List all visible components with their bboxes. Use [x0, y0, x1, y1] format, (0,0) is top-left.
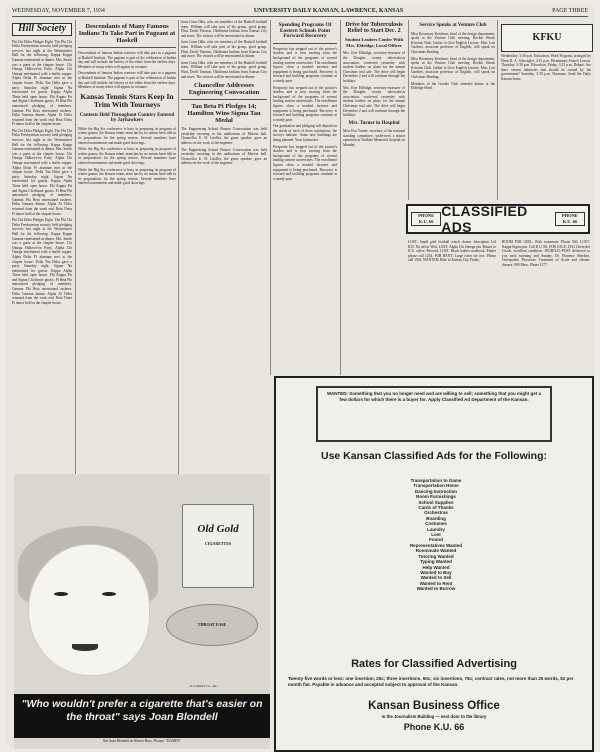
- phone-box-left: [411, 212, 441, 226]
- headline-spending-programs: Spending Programs Of Eastern Schools Point Forward Recovery: [278, 22, 332, 40]
- article-venture-club: Miss Rosemary Ketchum, head of the design department, spoke at the Venture Club meeting. Rocker Heads Kiwanis Club. Gather to Give English Lecture. Miss Lois Gardner, associate professor of English, will speak on Christmas Reading.: [411, 31, 495, 54]
- hill-society-body-repeat-2: Phi Chi Delta Pledges Eight. The Phi Chi Delta Presbyterian sorority held pledging services last night at the Westminster Hall for the following. Kappa Kappa Gamma entertained at dinner. Mrs. Smith was a guest at the chapter house. Chi Omega Hallowe'en Party. Alpha Chi Omega entertained with a buffet supper. Alpha Delta Pi alumnae met at the chapter house. Delta Tau Delta gave a party Saturday night. Sigma Nu entertained for guests. Kappa Alpha Theta held open house. Phi Kappa Psi and Sigma Chi dinner guests. Pi Beta Phi announced pledging of members. Gamma Phi Beta entertained rushees. Delta Gamma dinner. Alpha Xi Delta returned from the week end. Beta Theta Pi dance held at the chapter house.: [12, 218, 72, 305]
- article-tuberculosis: Mrs. Erie Eldridge, secretary-treasurer of the Douglas county tuberculosis association, conferred yesterday with student leaders on plans for the annual Christmas seal sale. The drive will begin December 2 and will continue through the holidays.: [343, 51, 405, 83]
- article-haskell-cont-2: from Coun Okla. who are members of the Haskell football team. William will take part of his group, good group, Flint, Dorth Thomas, Oklahoma Indians from Kansas City and more. The visitors will be entertained at dinner.: [181, 40, 267, 59]
- headline-tuberculosis: Drive for Tuberculosis Relief to Start Dec. 2: [345, 22, 403, 34]
- article-venture-club-cont: Miss Rosemary Ketchum, head of the design department, spoke at the Venture Club meeting. Rocker Heads Kiwanis Club. Gather to Give English Lecture. Miss Lois Gardner, associate professor of English, will speak on Christmas Reading.: [411, 56, 495, 79]
- headline-rule: [181, 99, 267, 100]
- column-tuberculosis: [343, 20, 405, 370]
- article-spending: Prosperity has stepped out of the picture's shadow and is now moving from the background of the programs of several leading eastern universities. The enrollment figures show a marked increase and equipment is being purchased. Recovery is forward and building programs continue at a steady pace.: [273, 46, 337, 83]
- article-tennis-cont: While the Big Six conference is busy in preparing its program of winter games, the Kansas tennis team has by no means been idle in its preparations for the spring season. Several members have entered tournaments and made good showings.: [78, 147, 176, 165]
- classified-left-column: [408, 240, 496, 370]
- use-ads-title: Use Kansan Classified Ads for the Following:: [321, 450, 547, 462]
- classified-right-text: ROOM FOR GIRL: With roommate. Phone 560. LOST: Kappa Sigma pin. Call K.U. 66. FOR SALE: 1931 Chevrolet Coach, excellent condition. JOURNAL-POST delivered to you each morning and Sunday. Dr. Florence Sherbon, Osteopathic Physician. Treatment of Acute and chronic disease. 909 Mass. Phone 1577.: [502, 240, 590, 267]
- article-goodie-club: Members of the Goodie Club attended dinner at the Eldridge Hotel.: [411, 81, 495, 91]
- pack-brand: Old Gold: [197, 523, 239, 535]
- article-convocation: The Engineering School Honors Convocation was held yesterday morning in the auditorium of Marvin hall. Chancellor E. H. Lindley, the guest speaker, gave an address on the work of the engineer.: [181, 127, 267, 145]
- use-ads-list: Transportation to Game Transportation Home Dancing Instruction Room Furnishings School Supplies Cards of Thanks Orchestras Boarding Costumes Laundry Lost Found Representatives Wanted Roommate Wanted Tutoring Wanted Typing Wanted Help Wanted Wanted to Buy Wanted to Sell Wanted to Rent Wanted to Borrow: [409, 478, 463, 592]
- headline-tennis: Kansas Tennis Stars Keep In Trim With Tourneys: [80, 91, 174, 110]
- headline-tau-beta-pi: Tau Beta Pi Pledges 14; Hamilton Wins Sigma Tau Medal: [187, 103, 261, 125]
- business-office-title: Kansan Business Office: [368, 700, 500, 712]
- business-office-location: in the Journalism Building — next door to the library: [381, 714, 487, 719]
- column-divider: [178, 20, 179, 475]
- business-office: [286, 700, 582, 732]
- column-divider: [75, 20, 76, 475]
- article-spending-cont: Prosperity has stepped out of the picture's shadow and is now moving from the background of the programs of several leading eastern universities. The enrollment figures show a marked increase and equipment is being purchased. Recovery is forward and building programs continue at a steady pace.: [273, 85, 337, 122]
- column-engineering: [181, 20, 267, 470]
- subhead-tennis: Contests Held Throughout Country Entered by Jayhawkers: [79, 112, 175, 124]
- pack-subtitle: CIGARETTES: [204, 541, 232, 546]
- rates-title: Rates for Classified Advertising: [351, 658, 517, 670]
- headline-venture-club: Service Speaks at Venture Club: [419, 23, 487, 28]
- article-tennis-cont-2: While the Big Six conference is busy in preparing its program of winter games, the Kansas tennis team has by no means been idle in its preparations for the spring season. Several members have entered tournaments and made good showings.: [78, 167, 176, 186]
- classified-right-column: [502, 240, 590, 370]
- kfku-body: Wednesday. 3:30 p.m. Education. Work Program, arranged by Dean R. A. Schwegler. 4:15 p.m. Elementary French Lesson. Thursday. 3:30 p.m. Education. Friday. 3:15 p.m. Debate. Are there certain industries that should be owned by the government? Saturday. 3:30 p.m. Harmony. Send the Daily Kansan home.: [501, 54, 591, 81]
- headline-chancellor: Chancellor Addresses Engineering Convocation: [188, 82, 260, 97]
- classified-left-text: LOST: Small gold football watch charm. Inscription Lid R.D. No ad for Wed. LOST: Alpha Chi Omega pin. Return to K.U. office. Reward. LOST: Black leather notebook. Finder please call 1234. FOR RENT: Large room for two. Please call 1504. WANTED: Ride to Kansas City Friday.: [408, 240, 496, 263]
- column-divider: [270, 20, 271, 375]
- phone-label-left: PHONE: [418, 213, 435, 218]
- portrait-mouth: [72, 644, 98, 651]
- masthead-date: WEDNESDAY, NOVEMBER 7, 1934: [12, 8, 105, 14]
- classified-ads-header: [406, 204, 590, 234]
- article-spending-cont-3: Prosperity has stepped out of the picture's shadow and is now moving from the background of the programs of several leading eastern universities. The enrollment figures show a marked increase and equipment is being purchased. Recovery is forward and building programs continue at a steady pace.: [273, 144, 337, 181]
- column-spending-programs: [273, 20, 337, 370]
- cigarette-pack: [182, 504, 254, 588]
- masthead-paper: UNIVERSITY DAILY KANSAN, LAWRENCE, KANSAS: [253, 8, 404, 14]
- kfku-box: KFKU: [501, 24, 593, 52]
- headline-rule: [78, 47, 176, 48]
- ad-credit: See Joan Blondell in Warner Bros. Picture, "DAMES": [103, 739, 181, 743]
- phone-number-right: K.U. 66: [562, 219, 578, 224]
- column-venture-club: [411, 20, 495, 200]
- classified-ads-title: CLASSIFIED ADS: [441, 203, 528, 235]
- article-tuberculosis-cont: Mrs. Erie Eldridge, secretary-treasurer of the Douglas county tuberculosis association, conferred yesterday with student leaders on plans for the annual Christmas seal sale. The drive will begin December 2 and will continue through the holidays.: [343, 85, 405, 118]
- phone-label-right: PHONE: [561, 213, 578, 218]
- headline-turner: Mrs. Turner in Hospital: [348, 120, 400, 126]
- phone-box-right: [555, 212, 585, 226]
- portrait-eye-right: [102, 592, 116, 596]
- column-divider: [497, 20, 498, 200]
- hill-society-body-repeat: Phi Chi Delta Pledges Eight. The Phi Chi Delta Presbyterian sorority held pledging services last night at the Westminster Hall for the following. Kappa Kappa Gamma entertained at dinner. Mrs. Smith was a guest at the chapter house. Chi Omega Hallowe'en Party. Alpha Chi Omega entertained with a buffet supper. Alpha Delta Pi alumnae met at the chapter house. Delta Tau Delta gave a party Saturday night. Sigma Nu entertained for guests. Kappa Alpha Theta held open house. Phi Kappa Psi and Sigma Chi dinner guests. Pi Beta Phi announced pledging of members. Gamma Phi Beta entertained rushees. Delta Gamma dinner. Alpha Xi Delta returned from the week end. Beta Theta Pi dance held at the chapter house.: [12, 128, 72, 216]
- throat-ease-badge: THROAT EASE: [166, 604, 258, 646]
- article-turner: Miss Eva Turner, secretary of the national standing committee, underwent a minor operation at Watkins Memorial hospital on Monday.: [343, 129, 405, 148]
- phone-number-left: K.U. 66: [418, 219, 434, 224]
- kfku-schedule: [501, 54, 591, 199]
- subhead-tuberculosis: Student Leaders Confer With Mrs. Eldridge, Local Officer: [344, 37, 404, 48]
- column-hill-society: [12, 20, 72, 475]
- hill-society-body: Phi Chi Delta Pledges Eight. The Phi Chi Delta Presbyterian sorority held pledging services last night at the Westminster Hall for the following. Kappa Kappa Gamma entertained at dinner. Mrs. Smith was a guest at the chapter house. Chi Omega Hallowe'en Party. Alpha Chi Omega entertained with a buffet supper. Alpha Delta Pi alumnae met at the chapter house. Delta Tau Delta gave a party Saturday night. Sigma Nu entertained for guests. Kappa Alpha Theta held open house. Phi Kappa Psi and Sigma Chi dinner guests. Pi Beta Phi announced pledging of members. Gamma Phi Beta entertained rushees. Delta Gamma dinner. Alpha Xi Delta returned from the week end. Beta Theta Pi dance held at the chapter house.: [12, 39, 72, 127]
- article-haskell-cont: from Coun Okla. who are members of the Haskell football team. William will take part of his group, good group, Flint, Dorth Thomas, Oklahoma Indians from Kansas City and more. The visitors will be entertained at dinner.: [181, 20, 267, 38]
- newspaper-page: [6, 4, 594, 747]
- rates-text: Twenty-five words or less: one insertion, 25c; three insertions, 50c; six insertions, 75c; contract rates, not more than 25 words, $2 per month flat. Payable in advance and accepted subject to approval of the Kansan.: [288, 676, 574, 687]
- article-indian-pageant-cont: Descendants of famous Indian warriors will take part in a pageant at Haskell Institute. The pageant is part of the celebration of Indian day and will include the history of the tribes from the earliest days. Members of many tribes will appear in costume.: [78, 71, 176, 90]
- hill-society-title: Hill Society: [12, 23, 72, 36]
- business-office-phone: Phone K.U. 66: [403, 722, 465, 732]
- portrait-eye-left: [54, 592, 68, 596]
- headline-indian-pageant: Descendants of Many Famous Indians To Take Part in Pageant at Haskell: [78, 23, 176, 44]
- old-gold-advertisement: [14, 474, 270, 749]
- masthead: [12, 6, 588, 17]
- ad-copyright: P. Lorillard Co., Inc.: [190, 684, 218, 688]
- article-indian-pageant: Descendants of famous Indian warriors will take part in a pageant at Haskell Institute. The pageant is part of the celebration of Indian day and will include the history of the tribes from the earliest days. Members of many tribes will appear in costume.: [78, 51, 176, 69]
- article-tennis: While the Big Six conference is busy in preparing its program of winter games, the Kansas tennis team has by no means been idle in its preparations for the spring season. Several members have entered tournaments and made good showings.: [78, 126, 176, 145]
- portrait-face: [28, 544, 150, 676]
- masthead-page: PAGE THREE: [552, 8, 588, 14]
- article-convocation-cont: The Engineering School Honors Convocation was held yesterday morning in the auditorium of Marvin hall. Chancellor E. H. Lindley, the guest speaker, gave an address on the work of the engineer.: [181, 147, 267, 166]
- headline-rule: [273, 43, 337, 44]
- column-indian-pageant: [78, 20, 176, 470]
- wanted-notice: WANTED: Something that you no longer need and are willing to sell; something that you might get a few dollars for which there is a buyer for. Apply Classified Ad Department of the Kansan.: [316, 386, 552, 442]
- column-divider: [408, 20, 409, 200]
- kansan-classified-promo: [274, 376, 594, 752]
- column-divider: [340, 20, 341, 375]
- article-haskell-cont-3: from Coun Okla. who are members of the Haskell football team. William will take part of his group, good group, Flint, Dorth Thomas, Oklahoma Indians from Kansas City and more. The visitors will be entertained at dinner.: [181, 60, 267, 79]
- article-spending-cont-2: Our graduation and pledging will depend on the needs of each of these institutions, the surveys indicate. Some new buildings are being planned. Your Jayhawker.: [273, 124, 337, 143]
- ad-slogan: "Who wouldn't prefer a cigarette that's easier on the throat" says Joan Blondell: [14, 694, 270, 738]
